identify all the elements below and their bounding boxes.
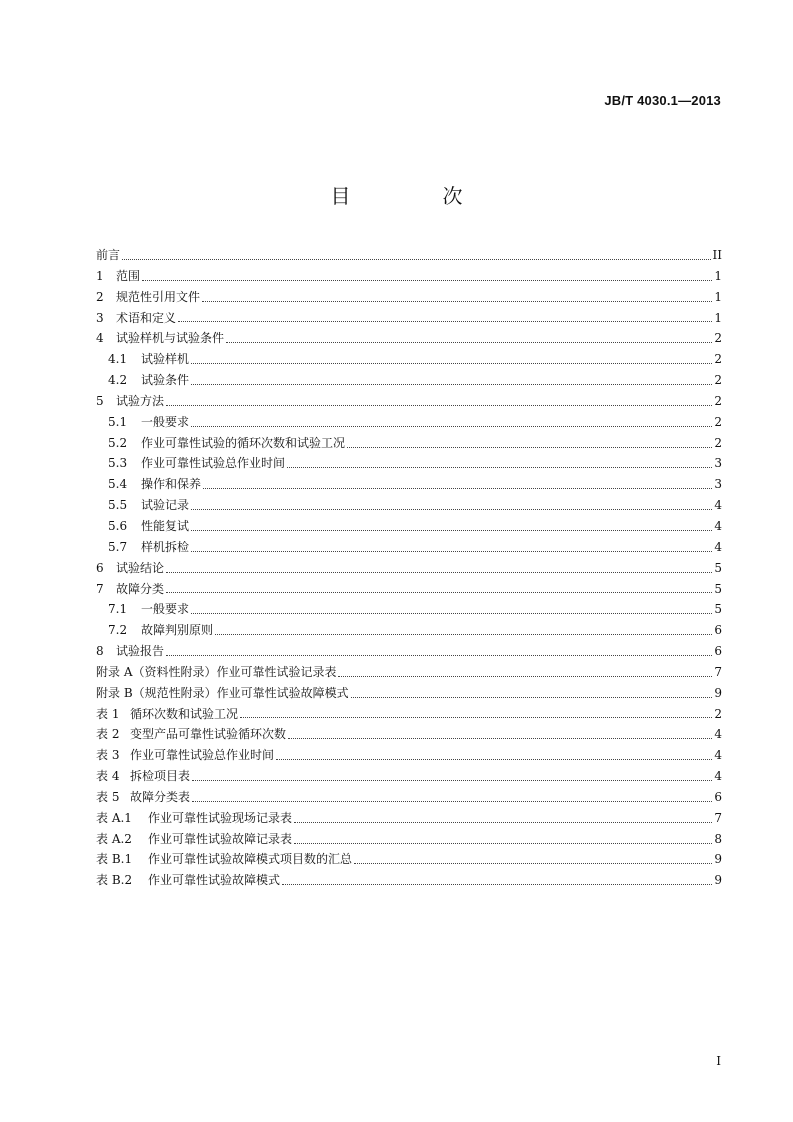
toc-entry[interactable] (96, 453, 722, 474)
toc-entry-page: 2 (714, 393, 722, 408)
toc-entry[interactable] (96, 704, 722, 725)
toc-entry-label: 故障分类表 (130, 789, 191, 804)
dot-leader (166, 655, 712, 656)
dot-leader (166, 405, 712, 406)
toc-entry-number: 4.2 (108, 373, 128, 388)
toc-entry-label: 一般要求 (141, 414, 190, 429)
toc-entry-number: 6 (96, 560, 104, 575)
dot-leader (191, 426, 712, 427)
toc-entry[interactable] (96, 266, 722, 287)
toc-entry[interactable] (96, 287, 722, 308)
dot-leader (294, 822, 712, 823)
toc-entry-number: 表 3 (96, 748, 120, 763)
toc-entry-number: 8 (96, 644, 104, 659)
toc-entry-label: 故障分类 (116, 581, 165, 596)
toc-entry-page: 2 (714, 435, 722, 450)
toc-entry-page: 9 (714, 685, 722, 700)
toc-entry[interactable] (96, 245, 722, 266)
toc-entry-number: 2 (96, 289, 104, 304)
toc-entry-page: 2 (714, 706, 722, 721)
toc-entry-label: 范围 (116, 268, 141, 283)
toc-entry[interactable] (96, 391, 722, 412)
toc-entry-number: 表 B.1 (96, 852, 133, 867)
toc-entry[interactable] (96, 474, 722, 495)
toc-entry-page: 4 (714, 769, 722, 784)
toc-entry-number: 7 (96, 581, 104, 596)
toc-entry-number: 1 (96, 268, 104, 283)
toc-entry-number: 表 5 (96, 789, 120, 804)
toc-entry-number: 4.1 (108, 352, 128, 367)
toc-entry-page: 1 (714, 268, 722, 283)
dot-leader (240, 717, 712, 718)
toc-entry-label: 作业可靠性试验总作业时间 (130, 748, 275, 763)
toc-entry-label: 变型产品可靠性试验循环次数 (130, 727, 287, 742)
toc-entry-number: 表 4 (96, 769, 120, 784)
toc-entry[interactable] (96, 620, 722, 641)
toc-entry[interactable] (96, 308, 722, 329)
toc-entry-label: 试验结论 (116, 560, 165, 575)
toc-entry[interactable] (96, 433, 722, 454)
toc-entry-page: 5 (714, 560, 722, 575)
toc-entry[interactable] (96, 870, 722, 891)
toc-entry-page: 3 (714, 456, 722, 471)
toc-entry-label: 试验条件 (141, 373, 190, 388)
toc-entry-label: 样机拆检 (141, 539, 190, 554)
toc-entry[interactable] (96, 787, 722, 808)
toc-entry-label: 循环次数和试验工况 (130, 706, 239, 721)
toc-entry[interactable] (96, 349, 722, 370)
toc-entry-page: II (712, 248, 722, 262)
toc-entry-page: 2 (714, 373, 722, 388)
toc-entry-label: 作业可靠性试验故障记录表 (148, 831, 293, 846)
table-of-contents (96, 245, 722, 891)
toc-entry-label: 故障判别原则 (141, 623, 214, 638)
toc-entry-label: 附录 A（资料性附录）作业可靠性试验记录表 (96, 664, 337, 679)
toc-entry-page: 2 (714, 331, 722, 346)
toc-entry-number: 表 2 (96, 727, 120, 742)
dot-leader (191, 551, 712, 552)
dot-leader (338, 676, 712, 677)
dot-leader (288, 738, 712, 739)
toc-entry[interactable] (96, 849, 722, 870)
dot-leader (166, 592, 712, 593)
dot-leader (191, 530, 712, 531)
toc-entry-label: 试验记录 (141, 498, 190, 513)
toc-entry[interactable] (96, 599, 722, 620)
toc-entry-number: 5.1 (108, 414, 128, 429)
toc-entry-number: 5.7 (108, 539, 128, 554)
toc-entry-page: 8 (714, 831, 722, 846)
dot-leader (226, 342, 712, 343)
dot-leader (191, 509, 712, 510)
toc-entry-label: 拆检项目表 (130, 769, 191, 784)
toc-entry-number: 3 (96, 310, 104, 325)
toc-entry[interactable] (96, 412, 722, 433)
toc-entry-page: 5 (714, 581, 722, 596)
toc-entry-label: 试验样机与试验条件 (116, 331, 225, 346)
toc-entry-page: 4 (714, 748, 722, 763)
toc-entry-page: 4 (714, 498, 722, 513)
toc-entry-label: 操作和保养 (141, 477, 202, 492)
dot-leader (282, 884, 712, 885)
toc-entry-label: 一般要求 (141, 602, 190, 617)
toc-title: 目 次 (330, 184, 499, 208)
dot-leader (203, 488, 712, 489)
toc-entry[interactable] (96, 766, 722, 787)
toc-entry[interactable] (96, 808, 722, 829)
dot-leader (191, 363, 712, 364)
dot-leader (192, 801, 712, 802)
toc-entry-number: 5.3 (108, 456, 128, 471)
dot-leader (276, 759, 712, 760)
toc-entry[interactable] (96, 495, 722, 516)
toc-entry[interactable] (96, 537, 722, 558)
toc-entry-page: 4 (714, 727, 722, 742)
toc-entry-label: 性能复试 (141, 518, 190, 533)
toc-entry-number: 4 (96, 331, 104, 346)
toc-entry-page: 6 (714, 644, 722, 659)
toc-entry-page: 5 (714, 602, 722, 617)
toc-entry[interactable] (96, 370, 722, 391)
toc-entry-label: 作业可靠性试验总作业时间 (141, 456, 286, 471)
toc-entry-page: 2 (714, 352, 722, 367)
toc-entry-page: 7 (714, 664, 722, 679)
toc-entry-page: 1 (714, 310, 722, 325)
toc-entry-page: 7 (714, 810, 722, 825)
toc-entry-page: 6 (714, 789, 722, 804)
dot-leader (202, 301, 712, 302)
toc-entry-number: 5 (96, 393, 104, 408)
toc-entry-number: 表 1 (96, 706, 120, 721)
toc-entry[interactable] (96, 829, 722, 850)
toc-entry[interactable] (96, 662, 722, 683)
toc-entry-label: 作业可靠性试验故障模式 (148, 873, 281, 888)
toc-entry-page: 6 (714, 623, 722, 638)
dot-leader (122, 259, 711, 260)
toc-entry-label: 作业可靠性试验现场记录表 (148, 810, 293, 825)
standard-code: JB/T 4030.1—2013 (604, 93, 721, 108)
toc-entry-page: 4 (714, 518, 722, 533)
toc-entry-label: 试验样机 (141, 352, 190, 367)
dot-leader (351, 697, 712, 698)
toc-entry-label: 前言 (96, 248, 121, 262)
toc-entry-page: 9 (714, 873, 722, 888)
toc-entry[interactable] (96, 579, 722, 600)
toc-entry-label: 作业可靠性试验故障模式项目数的汇总 (148, 852, 353, 867)
toc-entry-number: 表 B.2 (96, 873, 133, 888)
dot-leader (192, 780, 712, 781)
toc-entry-label: 试验方法 (116, 393, 165, 408)
toc-entry[interactable] (96, 745, 722, 766)
toc-entry-number: 7.2 (108, 623, 128, 638)
toc-entry-page: 9 (714, 852, 722, 867)
toc-entry-page: 2 (714, 414, 722, 429)
toc-entry-number: 7.1 (108, 602, 128, 617)
dot-leader (191, 613, 712, 614)
toc-entry-number: 表 A.1 (96, 810, 132, 825)
toc-entry-page: 3 (714, 477, 722, 492)
dot-leader (287, 467, 712, 468)
dot-leader (294, 843, 712, 844)
toc-entry-page: 1 (714, 289, 722, 304)
toc-entry-label: 作业可靠性试验的循环次数和试验工况 (141, 435, 346, 450)
dot-leader (347, 447, 712, 448)
toc-entry[interactable] (96, 683, 722, 704)
dot-leader (166, 572, 712, 573)
toc-entry[interactable] (96, 558, 722, 579)
dot-leader (354, 863, 712, 864)
toc-entry-label: 附录 B（规范性附录）作业可靠性试验故障模式 (96, 685, 349, 700)
toc-entry-label: 术语和定义 (116, 310, 177, 325)
toc-entry-number: 5.2 (108, 435, 128, 450)
toc-entry-number: 5.6 (108, 518, 128, 533)
page-number: I (716, 1054, 721, 1068)
toc-entry[interactable] (96, 328, 722, 349)
toc-entry-number: 表 A.2 (96, 831, 132, 846)
toc-entry-number: 5.5 (108, 498, 128, 513)
dot-leader (178, 321, 712, 322)
toc-entry-number: 5.4 (108, 477, 128, 492)
toc-entry[interactable] (96, 724, 722, 745)
dot-leader (215, 634, 712, 635)
dot-leader (191, 384, 712, 385)
dot-leader (142, 280, 712, 281)
toc-entry-page: 4 (714, 539, 722, 554)
toc-entry[interactable] (96, 641, 722, 662)
toc-entry-label: 试验报告 (116, 644, 165, 659)
toc-entry[interactable] (96, 516, 722, 537)
toc-entry-label: 规范性引用文件 (116, 289, 201, 304)
